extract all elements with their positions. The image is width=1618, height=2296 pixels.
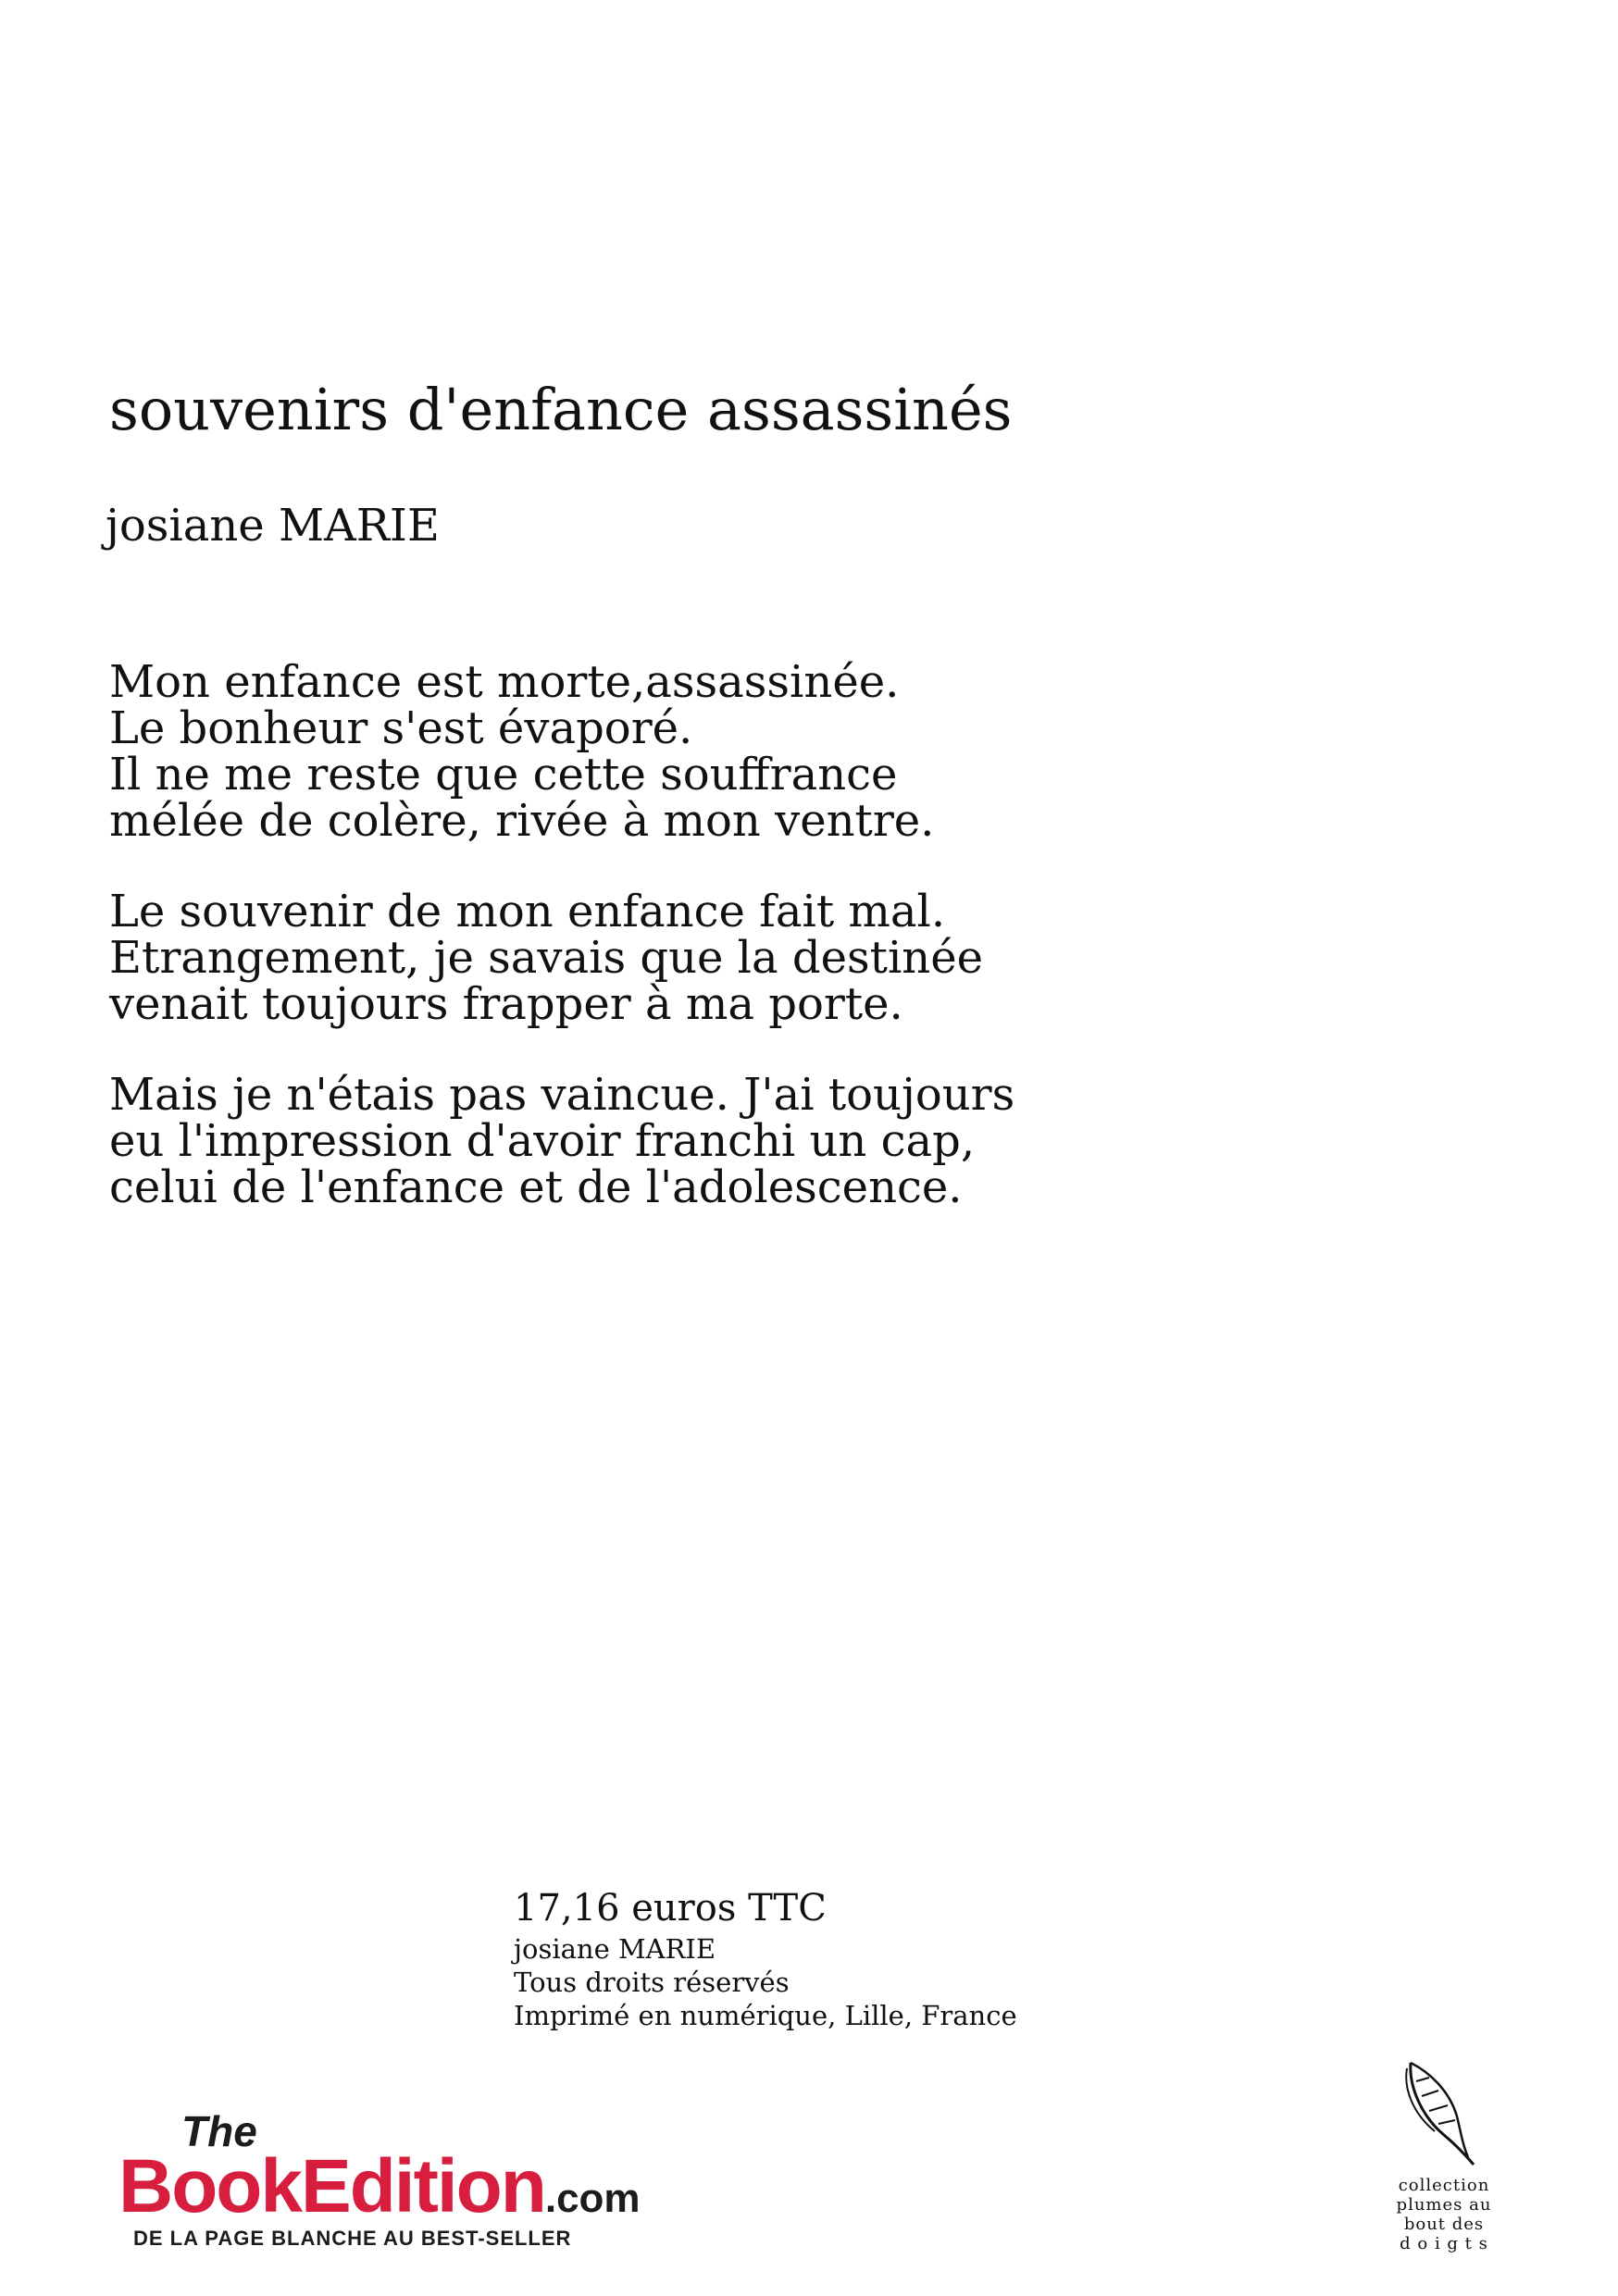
poem-line: celui de l'enfance et de l'adolescence. [109, 1161, 963, 1213]
collection-name [1388, 2176, 1500, 2253]
logo-the-text: The [181, 2107, 257, 2155]
poem-stanza [109, 886, 1014, 1030]
poem-line: venait toujours frapper à ma porte. [109, 978, 903, 1030]
back-cover-info [514, 1884, 1017, 2032]
logo-domain: .com [544, 2176, 641, 2221]
collection-line: d o i g t s [1400, 2234, 1488, 2253]
collection-line: bout des [1403, 2215, 1485, 2234]
poem-line: Le bonheur s'est évaporé. [109, 702, 693, 754]
book-title: souvenirs d'enfance assassinés [109, 376, 1013, 443]
poem-stanza [109, 1069, 1015, 1213]
poem-line: Il ne me reste que cette souffrance [109, 749, 898, 800]
poem-line: mélée de colère, rivée à mon ventre. [109, 795, 935, 847]
poem-line: eu l'impression d'avoir franchi un cap, [109, 1115, 976, 1167]
price: 17,16 euros TTC [514, 1887, 827, 1930]
poem-stanza [109, 656, 1014, 847]
rights-notice: Tous droits réservés [514, 1967, 790, 1998]
collection-mark [1388, 2059, 1500, 2263]
book-author: josiane MARIE [106, 500, 440, 552]
back-author: josiane MARIE [514, 1933, 716, 1965]
poem-line: Etrangement, je savais que la destinée [109, 932, 984, 984]
poem-line: Mon enfance est morte,assassinée. [109, 656, 900, 708]
poem-line: Mais je n'étais pas vaincue. J'ai toujours [109, 1069, 1015, 1121]
logo-tagline: DE LA PAGE BLANCHE AU BEST-SELLER [133, 2227, 572, 2250]
publisher-logo [118, 2101, 674, 2267]
print-notice: Imprimé en numérique, Lille, France [514, 2000, 1017, 2031]
collection-line: plumes au [1396, 2195, 1492, 2215]
poem [109, 656, 1015, 1213]
feather-icon [1401, 2059, 1487, 2170]
poem-line: Le souvenir de mon enfance fait mal. [109, 886, 946, 937]
collection-line: collection [1398, 2176, 1490, 2195]
logo-name: BookEdition [118, 2144, 545, 2228]
